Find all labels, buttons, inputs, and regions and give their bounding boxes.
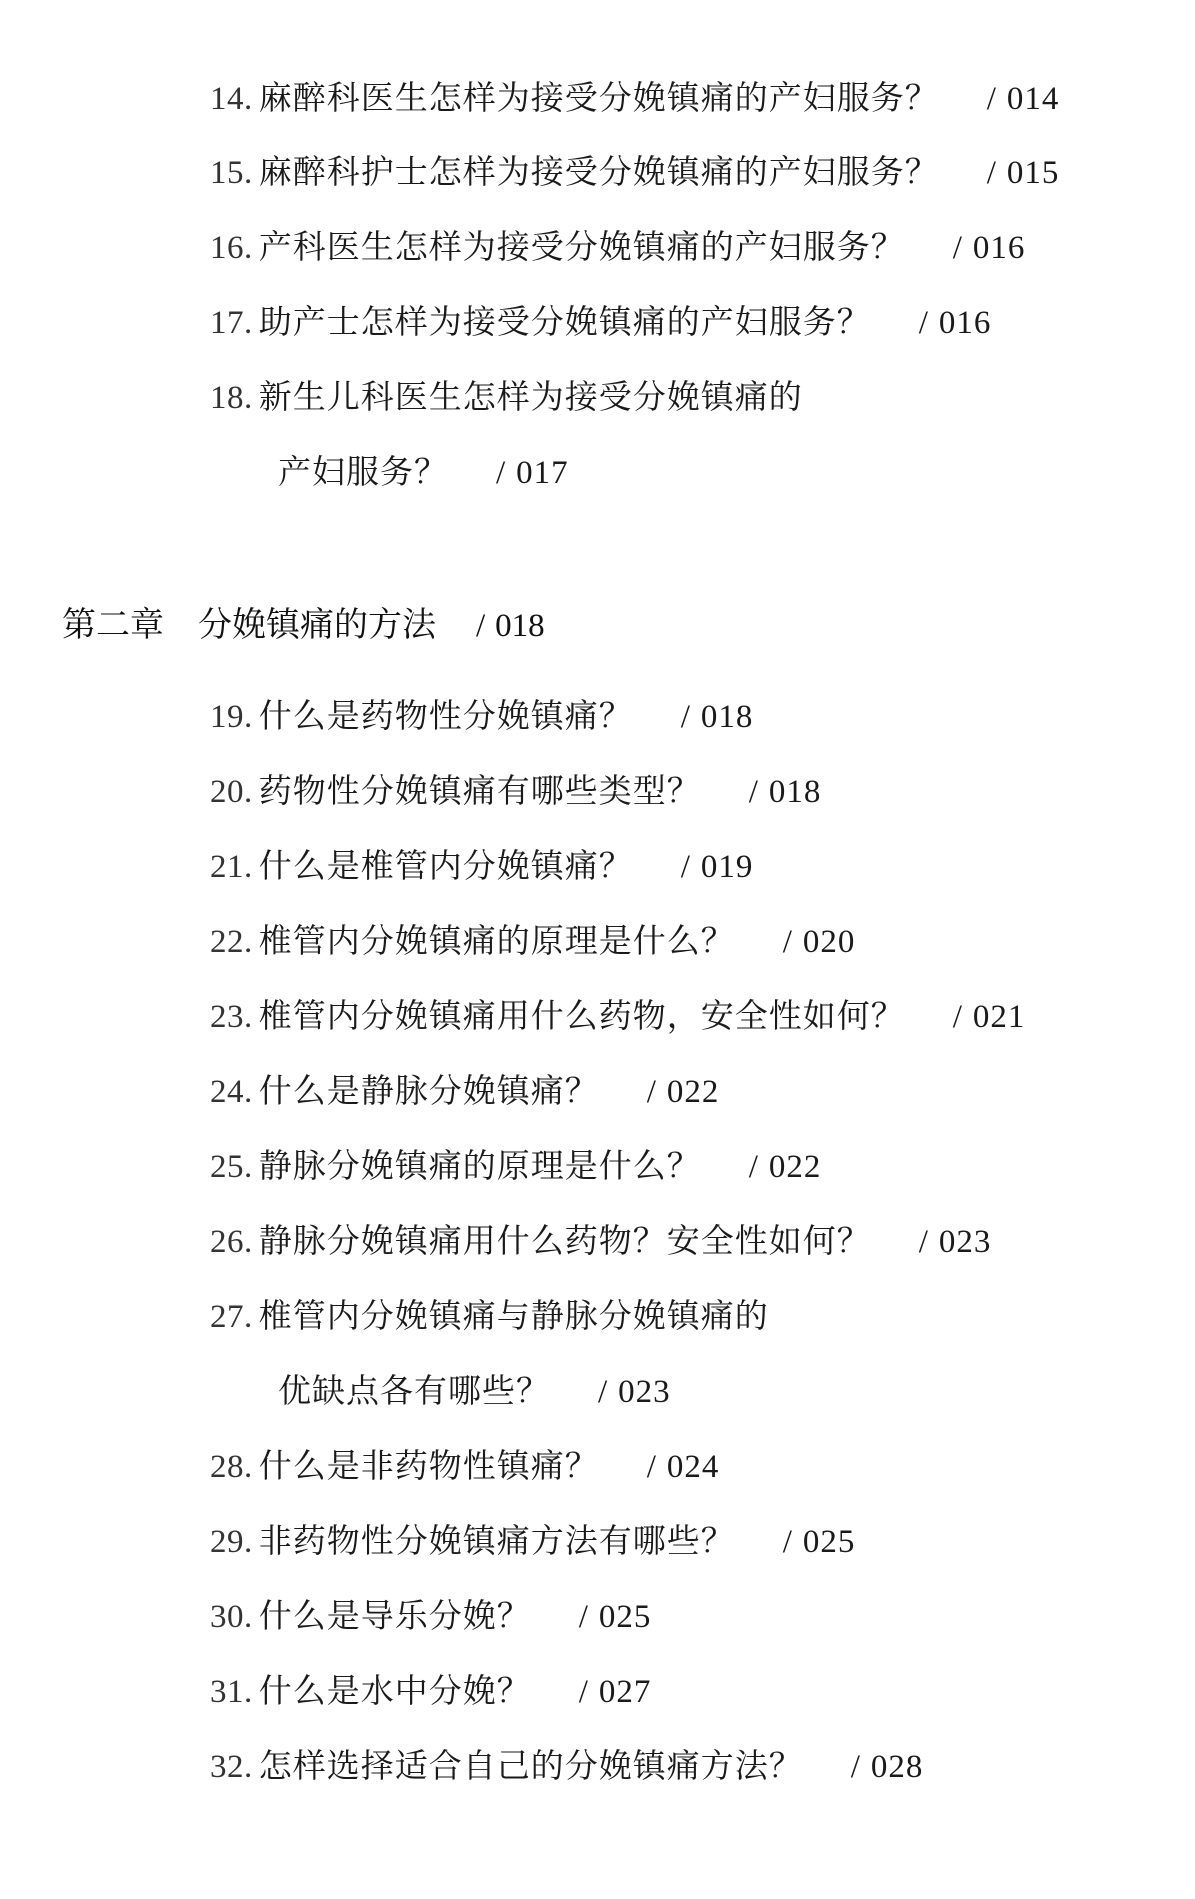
entry-page: 018 <box>700 699 754 735</box>
entry-page-ref <box>987 155 1060 191</box>
toc-entry[interactable] <box>210 1146 821 1187</box>
separator: / <box>952 999 963 1035</box>
separator: / <box>578 1674 589 1710</box>
separator: / <box>680 849 691 885</box>
entry-page: 022 <box>768 1149 822 1185</box>
separator: / <box>598 1374 609 1410</box>
entry-page-ref <box>987 81 1060 117</box>
entry-title: 麻醉科医生怎样为接受分娩镇痛的产妇服务？ <box>258 78 939 117</box>
separator: / <box>986 81 997 117</box>
toc-entry[interactable] <box>210 1446 719 1487</box>
entry-number: 25. <box>210 1149 253 1185</box>
separator: / <box>496 455 507 491</box>
toc-entry[interactable] <box>210 1521 855 1562</box>
entry-title: 什么是椎管内分娩镇痛？ <box>258 846 633 885</box>
entry-page-ref <box>953 230 1026 266</box>
entry-page: 014 <box>1006 81 1060 117</box>
separator: / <box>918 305 929 341</box>
chapter-page: 018 <box>495 608 545 644</box>
entry-number: 31. <box>210 1674 253 1710</box>
entry-page-ref <box>598 1374 671 1410</box>
entry-page: 017 <box>516 455 569 491</box>
entry-title: 什么是非药物性镇痛？ <box>258 1446 599 1485</box>
entry-page: 016 <box>972 230 1026 266</box>
toc-entry[interactable] <box>210 1071 719 1112</box>
entry-page-ref <box>919 305 992 341</box>
entry-number: 22. <box>210 924 253 960</box>
entry-page-ref <box>953 999 1026 1035</box>
entry-title: 静脉分娩镇痛用什么药物？安全性如何？ <box>258 1221 871 1260</box>
toc-entry[interactable] <box>210 1671 651 1712</box>
entry-page-ref <box>749 1149 822 1185</box>
entry-page: 021 <box>972 999 1026 1035</box>
separator: / <box>952 230 963 266</box>
entry-title: 助产士怎样为接受分娩镇痛的产妇服务？ <box>258 302 871 341</box>
entry-number: 23. <box>210 999 253 1035</box>
toc-entry[interactable] <box>210 377 803 418</box>
entry-title: 什么是药物性分娩镇痛？ <box>258 696 633 735</box>
entry-title: 什么是导乐分娩？ <box>258 1596 531 1635</box>
separator: / <box>748 1149 759 1185</box>
toc-entry[interactable] <box>210 696 753 737</box>
separator: / <box>850 1749 861 1785</box>
entry-number: 21. <box>210 849 253 885</box>
entry-page-ref <box>783 924 856 960</box>
entry-page-ref <box>681 699 754 735</box>
toc-entry[interactable] <box>210 771 821 812</box>
entry-page-ref <box>681 849 754 885</box>
separator: / <box>782 1524 793 1560</box>
entry-title-continuation: 优缺点各有哪些？ <box>278 1371 550 1410</box>
separator: / <box>578 1599 589 1635</box>
entry-page: 025 <box>802 1524 856 1560</box>
entry-page: 028 <box>870 1749 924 1785</box>
entry-title-continuation: 产妇服务？ <box>278 452 448 491</box>
separator: / <box>680 699 691 735</box>
toc-entry[interactable] <box>210 1296 769 1337</box>
toc-entry[interactable] <box>210 921 855 962</box>
separator: / <box>986 155 997 191</box>
entry-page: 015 <box>1006 155 1060 191</box>
entry-page: 023 <box>938 1224 992 1260</box>
entry-page-ref <box>647 1074 720 1110</box>
chapter-label: 第二章 <box>62 605 164 645</box>
entry-page-ref <box>647 1449 720 1485</box>
entry-page-ref <box>579 1599 652 1635</box>
entry-title: 药物性分娩镇痛有哪些类型？ <box>258 771 701 810</box>
separator: / <box>646 1074 657 1110</box>
chapter-title: 分娩镇痛的方法 <box>198 605 436 645</box>
separator: / <box>918 1224 929 1260</box>
entry-page-ref <box>496 455 569 491</box>
toc-entry[interactable] <box>210 302 991 343</box>
entry-page: 025 <box>598 1599 652 1635</box>
entry-number: 27. <box>210 1299 253 1335</box>
entry-page: 018 <box>768 774 822 810</box>
entry-number: 30. <box>210 1599 253 1635</box>
entry-number: 26. <box>210 1224 253 1260</box>
entry-number: 24. <box>210 1074 253 1110</box>
toc-entry[interactable] <box>210 846 753 887</box>
entry-page: 016 <box>938 305 992 341</box>
entry-title: 什么是静脉分娩镇痛？ <box>258 1071 599 1110</box>
toc-entry[interactable] <box>210 78 1059 119</box>
entry-title: 产科医生怎样为接受分娩镇痛的产妇服务？ <box>258 227 905 266</box>
entry-title: 麻醉科护士怎样为接受分娩镇痛的产妇服务？ <box>258 152 939 191</box>
entry-title: 椎管内分娩镇痛用什么药物，安全性如何？ <box>258 996 905 1035</box>
entry-number: 19. <box>210 699 253 735</box>
toc-entry-continuation[interactable] <box>278 1371 671 1412</box>
entry-number: 28. <box>210 1449 253 1485</box>
toc-entry[interactable] <box>210 1746 923 1787</box>
entry-page: 027 <box>598 1674 652 1710</box>
entry-page-ref <box>919 1224 992 1260</box>
separator: / <box>476 608 486 644</box>
chapter-heading[interactable] <box>62 603 545 648</box>
entry-page: 023 <box>618 1374 671 1410</box>
toc-entry-continuation[interactable] <box>278 452 569 493</box>
entry-title: 新生儿科医生怎样为接受分娩镇痛的 <box>258 377 803 416</box>
entry-number: 15. <box>210 155 253 191</box>
entry-page-ref <box>783 1524 856 1560</box>
separator: / <box>782 924 793 960</box>
entry-title: 椎管内分娩镇痛与静脉分娩镇痛的 <box>258 1296 769 1335</box>
entry-number: 20. <box>210 774 253 810</box>
entry-number: 29. <box>210 1524 253 1560</box>
entry-title: 静脉分娩镇痛的原理是什么？ <box>258 1146 701 1185</box>
chapter-page-ref <box>476 608 545 644</box>
entry-title: 什么是水中分娩？ <box>258 1671 531 1710</box>
entry-number: 32. <box>210 1749 253 1785</box>
toc-entry[interactable] <box>210 1596 651 1637</box>
toc-entry[interactable] <box>210 152 1059 193</box>
entry-page: 024 <box>666 1449 720 1485</box>
entry-page: 020 <box>802 924 856 960</box>
toc-entry[interactable] <box>210 1221 991 1262</box>
entry-number: 17. <box>210 305 253 341</box>
entry-title: 椎管内分娩镇痛的原理是什么？ <box>258 921 735 960</box>
separator: / <box>646 1449 657 1485</box>
entry-page-ref <box>749 774 822 810</box>
entry-number: 18. <box>210 380 253 416</box>
entry-title: 怎样选择适合自己的分娩镇痛方法？ <box>258 1746 803 1785</box>
entry-number: 16. <box>210 230 253 266</box>
entry-page-ref <box>579 1674 652 1710</box>
toc-entry[interactable] <box>210 227 1025 268</box>
toc-entry[interactable] <box>210 996 1025 1037</box>
entry-page: 019 <box>700 849 754 885</box>
entry-title: 非药物性分娩镇痛方法有哪些？ <box>258 1521 735 1560</box>
separator: / <box>748 774 759 810</box>
entry-number: 14. <box>210 81 253 117</box>
entry-page-ref <box>851 1749 924 1785</box>
entry-page: 022 <box>666 1074 720 1110</box>
